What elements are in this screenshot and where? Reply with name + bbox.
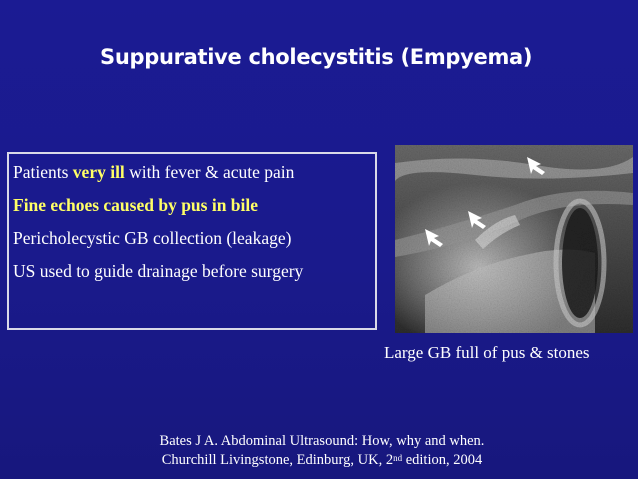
reference-line-2-pre: Churchill Livingstone, Edinburg, UK, 2 — [161, 452, 394, 468]
bullet-1-post: with fever & acute pain — [124, 162, 295, 182]
bullet-4: US used to guide drainage before surgery — [13, 261, 304, 281]
bullet-2: Fine echoes caused by pus in bile — [13, 195, 259, 215]
reference-line-2-post: edition, 2004 — [402, 452, 483, 468]
reference-line-2 — [122, 451, 522, 470]
bullet-1-pre: Patients — [13, 162, 73, 182]
bullet-3: Pericholecystic GB collection (leakage) — [13, 228, 292, 248]
bullet-1-highlight: very ill — [72, 162, 125, 182]
reference-citation — [122, 432, 522, 470]
ultrasound-image — [395, 145, 633, 333]
slide-title: Suppurative cholecystitis (Empyema) — [100, 45, 533, 69]
bullet-1 — [13, 162, 375, 182]
bullet-list-box — [7, 152, 377, 330]
reference-line-2-sup: nd — [393, 453, 403, 463]
reference-line-1: Bates J A. Abdominal Ultrasound: How, why and when. — [159, 433, 485, 449]
image-caption: Large GB full of pus & stones — [384, 343, 590, 362]
